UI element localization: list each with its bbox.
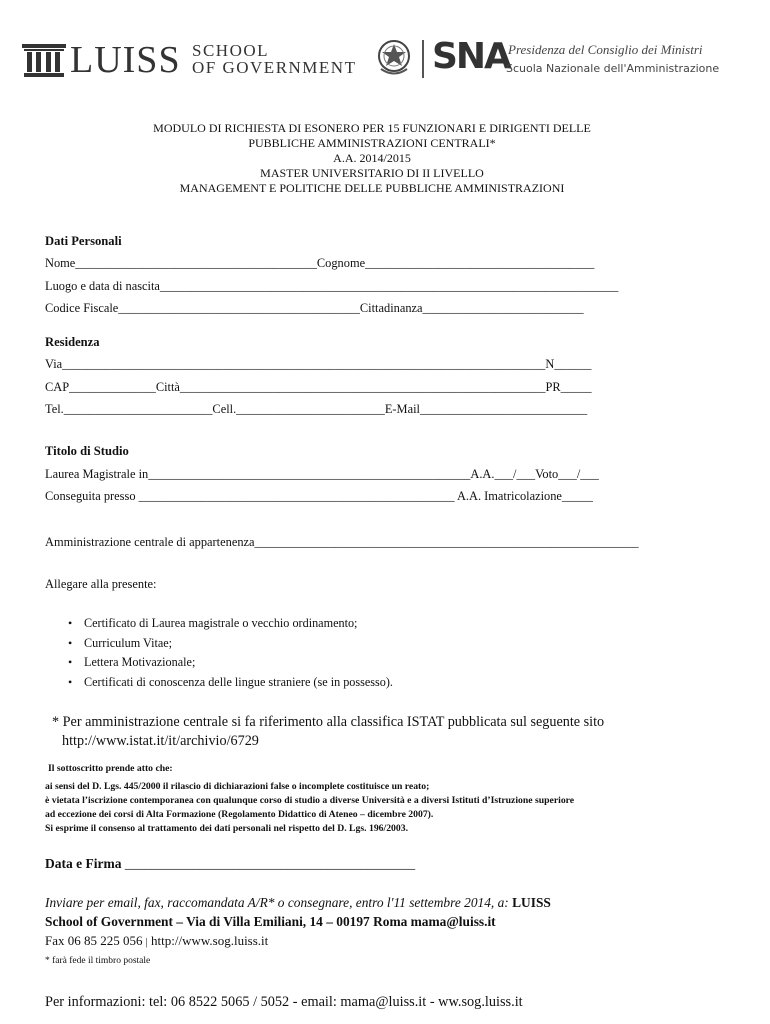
luiss-school-line2: OF GOVERNMENT bbox=[192, 58, 357, 77]
luiss-wordmark: LUISS bbox=[70, 39, 181, 81]
residence-heading: Residenza bbox=[45, 335, 100, 349]
contact-field[interactable]: Tel.________________________Cell.________________________E-Mail___________________________ bbox=[45, 402, 588, 416]
sna-logo: SNA bbox=[432, 36, 510, 77]
attachments-label: Allegare alla presente: bbox=[45, 577, 157, 591]
website-link[interactable]: http://www.sog.luiss.it bbox=[151, 933, 269, 948]
send-address: School of Government – Via di Villa Emiliani, 14 – 00197 Roma mama@luiss.it bbox=[45, 914, 496, 929]
university-field[interactable]: Conseguita presso ___________________________________________________ A.A. Imatricolazione_____ bbox=[45, 489, 593, 503]
title-line-2: PUBBLICHE AMMINISTRAZIONI CENTRALI* bbox=[248, 136, 496, 150]
legal-line-4: Si esprime il consenso al trattamento dei dati personali nel rispetto del D. Lgs. 196/2003. bbox=[45, 823, 408, 834]
sna-presidency-text: Presidenza del Consiglio dei Ministri bbox=[508, 42, 703, 57]
separator: | bbox=[145, 937, 148, 948]
luiss-column-icon bbox=[22, 44, 66, 78]
list-item: • Certificati di conoscenza delle lingue straniere (se in possesso). bbox=[68, 675, 393, 695]
legal-intro: Il sottoscritto prende atto che: bbox=[48, 763, 173, 774]
fax-row bbox=[45, 933, 268, 949]
sna-school-text: Scuola Nazionale dell'Amministrazione bbox=[506, 62, 720, 75]
list-item: • Curriculum Vitae; bbox=[68, 636, 393, 656]
logo-divider bbox=[422, 40, 424, 78]
list-item: • Certificato di Laurea magistrale o vecchio ordinamento; bbox=[68, 616, 393, 636]
title-line-5: MANAGEMENT E POLITICHE DELLE PUBBLICHE AMMINISTRAZIONI bbox=[179, 181, 565, 195]
personal-data-heading: Dati Personali bbox=[45, 234, 122, 248]
attachments-list bbox=[68, 616, 393, 694]
send-instructions bbox=[45, 895, 551, 911]
list-item: • Lettera Motivazionale; bbox=[68, 655, 393, 675]
central-admin-field[interactable]: Amministrazione centrale di appartenenza______________________________________________________________ bbox=[45, 535, 639, 549]
title-line-3: A.A. 2014/2015 bbox=[333, 151, 411, 165]
istat-link[interactable]: http://www.istat.it/it/archivio/6729 bbox=[62, 733, 259, 749]
cap-city-field[interactable]: CAP______________Città___________________________________________________________PR_____ bbox=[45, 380, 592, 394]
fax-text: Fax 06 85 225 056 bbox=[45, 933, 143, 948]
fiscal-code-field[interactable]: Codice Fiscale_______________________________________Cittadinanza__________________________ bbox=[45, 301, 584, 315]
title-line-4: MASTER UNIVERSITARIO DI II LIVELLO bbox=[260, 166, 484, 180]
birth-field[interactable]: Luogo e data di nascita__________________________________________________________________________ bbox=[45, 279, 619, 293]
italian-emblem-icon bbox=[376, 36, 412, 78]
signature-field[interactable]: ___________________________________________ bbox=[124, 856, 416, 871]
signature-row bbox=[45, 856, 415, 872]
postal-note: * farà fede il timbro postale bbox=[45, 956, 151, 966]
luiss-logo bbox=[22, 40, 357, 80]
study-heading: Titolo di Studio bbox=[45, 444, 129, 458]
title-line-1: MODULO DI RICHIESTA DI ESONERO PER 15 FUNZIONARI E DIRIGENTI DELLE bbox=[153, 121, 591, 135]
send-italic-text: Inviare per email, fax, raccomandata A/R* o consegnare, entro l'11 settembre 2014, a: bbox=[45, 895, 509, 910]
legal-line-3: ad eccezione dei corsi di Alta Formazione (Regolamento Didattico di Ateneo – dicembre 2007). bbox=[45, 809, 434, 820]
legal-line-2: è vietata l’iscrizione contemporanea con qualunque corso di studio a diverse Università e a diversi Istituti d’Istruzione superiore bbox=[45, 795, 575, 806]
luiss-school-line1: SCHOOL bbox=[192, 41, 270, 60]
degree-field[interactable]: Laurea Magistrale in____________________________________________________A.A.___/___Voto___/___ bbox=[45, 467, 599, 481]
send-luiss: LUISS bbox=[512, 895, 551, 910]
info-line: Per informazioni: tel: 06 8522 5065 / 5052 - email: mama@luiss.it - ww.sog.luiss.it bbox=[45, 994, 523, 1010]
signature-label: Data e Firma bbox=[45, 856, 122, 871]
legal-line-1: ai sensi del D. Lgs. 445/2000 il rilascio di dichiarazioni false o incomplete costituisce un reato; bbox=[45, 781, 430, 792]
name-surname-field[interactable]: Nome_______________________________________Cognome_____________________________________ bbox=[45, 256, 595, 270]
address-field[interactable]: Via______________________________________________________________________________N______ bbox=[45, 357, 592, 371]
istat-footnote: * Per amministrazione centrale si fa riferimento alla classifica ISTAT pubblicata sul seguente sito bbox=[52, 714, 605, 730]
